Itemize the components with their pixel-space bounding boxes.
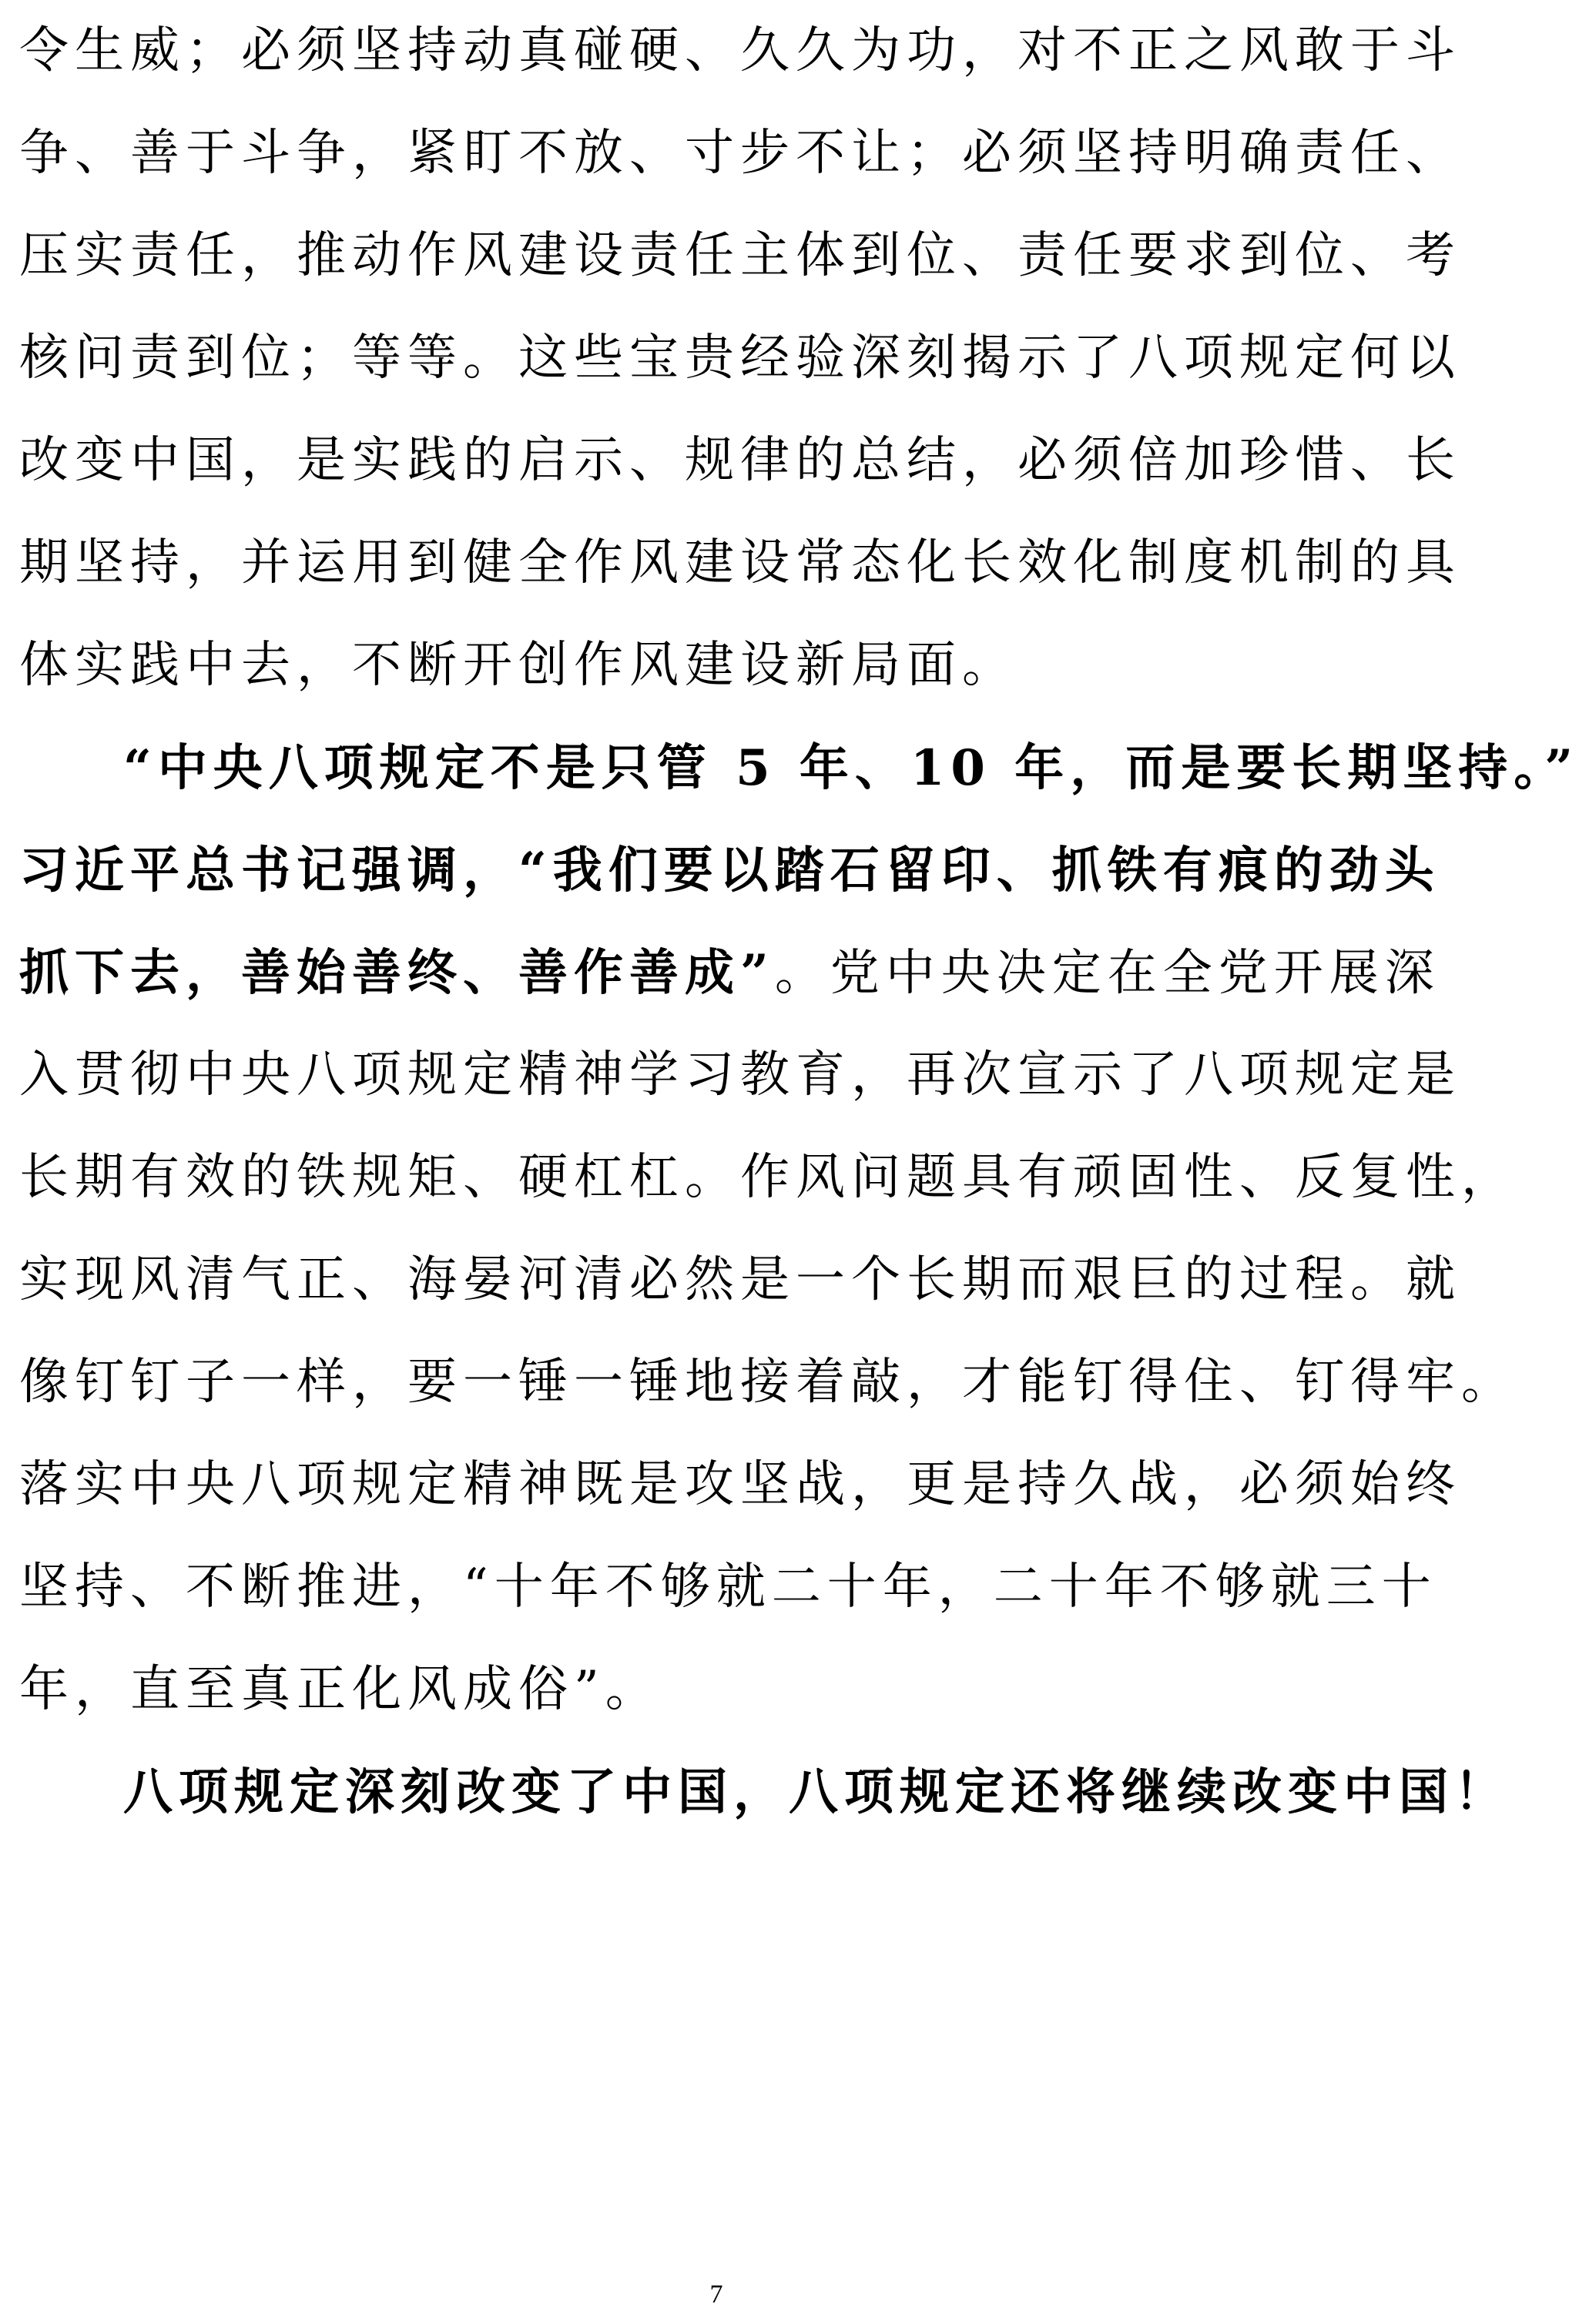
text-line-12: 长期有效的铁规矩、硬杠杠。作风问题具有顽固性、反复性， bbox=[19, 1149, 1517, 1206]
text-line-16: 坚持、不断推进，“十年不够就二十年，二十年不够就三十 bbox=[19, 1559, 1437, 1616]
mixed-emphasis-line bbox=[19, 922, 1440, 1024]
page-number: 7 bbox=[709, 2280, 723, 2309]
bold-fragment: 抓下去，善始善终、善作善成” bbox=[19, 944, 775, 1002]
bold-emphasis-line: 习近平总书记强调，“我们要以踏石留印、抓铁有痕的劲头 bbox=[19, 842, 1440, 899]
text-line-15: 落实中央八项规定精神既是攻坚战，更是持久战，必须始终 bbox=[19, 1456, 1461, 1513]
text-line-17: 年，直至真正化风成俗”。 bbox=[19, 1661, 661, 1718]
text-line-4: 核问责到位；等等。这些宝贵经验深刻揭示了八项规定何以 bbox=[19, 330, 1461, 387]
text-line-7: 体实践中去，不断开创作风建设新局面。 bbox=[19, 637, 1017, 694]
text-line-14: 像钉钉子一样，要一锤一锤地接着敲，才能钉得住、钉得牢。 bbox=[19, 1354, 1517, 1411]
text-line-11: 入贯彻中央八项规定精神学习教育，再次宣示了八项规定是 bbox=[19, 1046, 1461, 1103]
body-text bbox=[19, 0, 1579, 1843]
closing-statement: 八项规定深刻改变了中国，八项规定还将继续改变中国！ bbox=[123, 1763, 1510, 1821]
text-line-13: 实现风清气正、海晏河清必然是一个长期而艰巨的过程。就 bbox=[19, 1251, 1461, 1308]
text-line-1: 令生威；必须坚持动真碰硬、久久为功，对不正之风敢于斗 bbox=[19, 22, 1461, 79]
text-line-6: 期坚持，并运用到健全作风建设常态化长效化制度机制的具 bbox=[19, 534, 1461, 591]
bold-quote-line: “中央八项规定不是只管 5 年、10 年，而是要长期坚持。” bbox=[123, 739, 1579, 797]
text-line-2: 争、善于斗争，紧盯不放、寸步不让；必须坚持明确责任、 bbox=[19, 125, 1461, 182]
regular-fragment: 。党中央决定在全党开展深 bbox=[774, 945, 1440, 1002]
text-line-3: 压实责任，推动作风建设责任主体到位、责任要求到位、考 bbox=[19, 227, 1461, 284]
text-line-5: 改变中国，是实践的启示、规律的总结，必须倍加珍惜、长 bbox=[19, 432, 1461, 489]
